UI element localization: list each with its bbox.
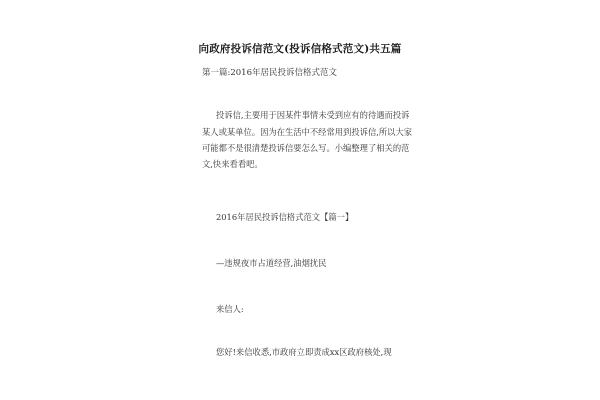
document-subtitle: 第一篇:2016年居民投诉信格式范文 — [202, 68, 337, 78]
paragraph-line-4: 文,快来看看吧。 — [202, 159, 263, 169]
paragraph-line-2: 某人或某单位。因为在生活中不经常用到投诉信,所以大家 — [202, 127, 413, 137]
letter-subject-line: —违规夜市占道经营,油烟扰民 — [216, 258, 327, 268]
paragraph-line-3: 可能都不是很清楚投诉信要怎么写。小编整理了相关的范 — [202, 143, 410, 153]
section-heading: 2016年居民投诉信格式范文【篇一】 — [216, 212, 354, 222]
letter-body-line: 您好!来信收悉,市政府立即责成xx区政府核处,现 — [216, 347, 392, 357]
document-title: 向政府投诉信范文(投诉信格式范文)共五篇 — [198, 43, 402, 55]
paragraph-line-1: 投诉信,主要用于因某件事情未受到应有的待遇而投诉 — [216, 110, 410, 120]
letter-addressee-line: 来信人: — [216, 304, 244, 314]
